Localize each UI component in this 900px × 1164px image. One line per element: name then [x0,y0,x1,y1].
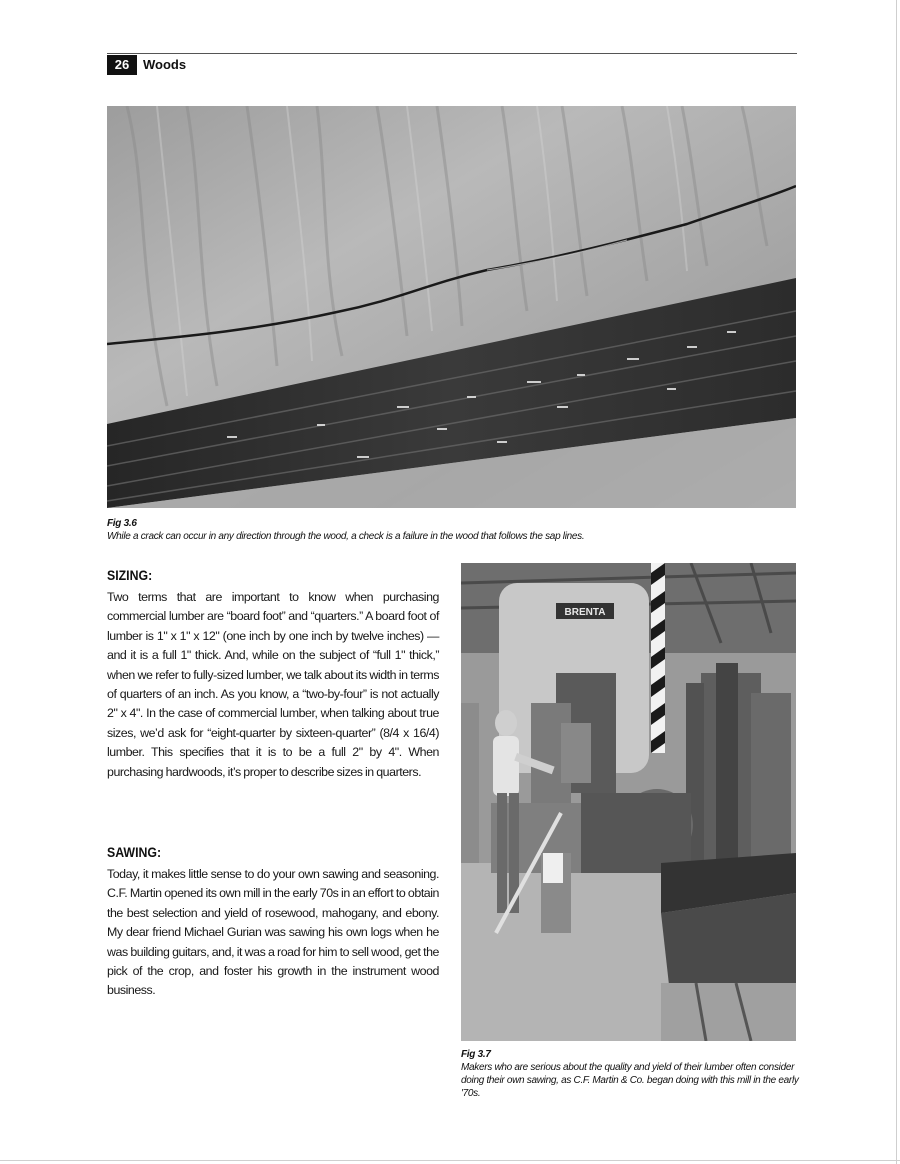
header-rule [107,53,797,54]
figure-3-6-caption-text: While a crack can occur in any direction through the wood, a check is a failure in the wood that follows the sap lines. [107,531,585,542]
figure-3-6-photo [107,106,796,508]
sizing-paragraph: Two terms that are important to know when purchasing commercial lumber are “board foot” and “quarters.” A board foot of lumber is 1" x 1" x 12" (one inch by one inch by twelve inches) — and it is a full 1" thick. And, while on the subject of “full 1" thick,” when we refer to fully-sized lumber, we talk about its width in terms of quarters of an inch. As you know, a “two-by-four” is not actually 2" x 4". In the case of commercial lumber, when talking about true sizes, we’d ask for “eight-quarter by sixteen-quarter” (8/4 x 16/4) lumber. This specifies that it is to be a full 2" by 4". When purchasing hardwoods, it’s proper to describe sizes in quarters. [107,590,439,779]
figure-3-7-photo [461,563,796,1041]
figure-3-6-label: Fig 3.6 [107,518,137,529]
running-head-title: Woods [143,57,187,72]
sizing-heading: SIZING: [107,567,153,583]
figure-3-6-caption [107,517,797,543]
page-edge-right [896,0,897,1164]
mill-sign-text: BRENTA [564,607,606,618]
sawing-heading: SAWING: [107,844,162,860]
sawing-paragraph: Today, it makes little sense to do your own sawing and seasoning. C.F. Martin opened its own mill in the early 70s in an effort to obtain the best selection and yield of rosewood, mahogany, and ebony. My dear friend Michael Gurian was sawing his own logs when he was building guitars, and, it was a road for him to sell wood, get the pick of the crop, and foster his growth in the instrument wood business. [107,867,439,998]
figure-3-7-caption [461,1048,801,1100]
figure-3-7-caption-text: Makers who are serious about the quality and yield of their lumber often consider doing their own sawing, as C.F. Martin & Co. began doing with this mill in the early '70s. [461,1062,799,1099]
page-number: 26 [107,55,137,75]
figure-3-7-label: Fig 3.7 [461,1049,491,1060]
page-edge-bottom [0,1160,900,1161]
